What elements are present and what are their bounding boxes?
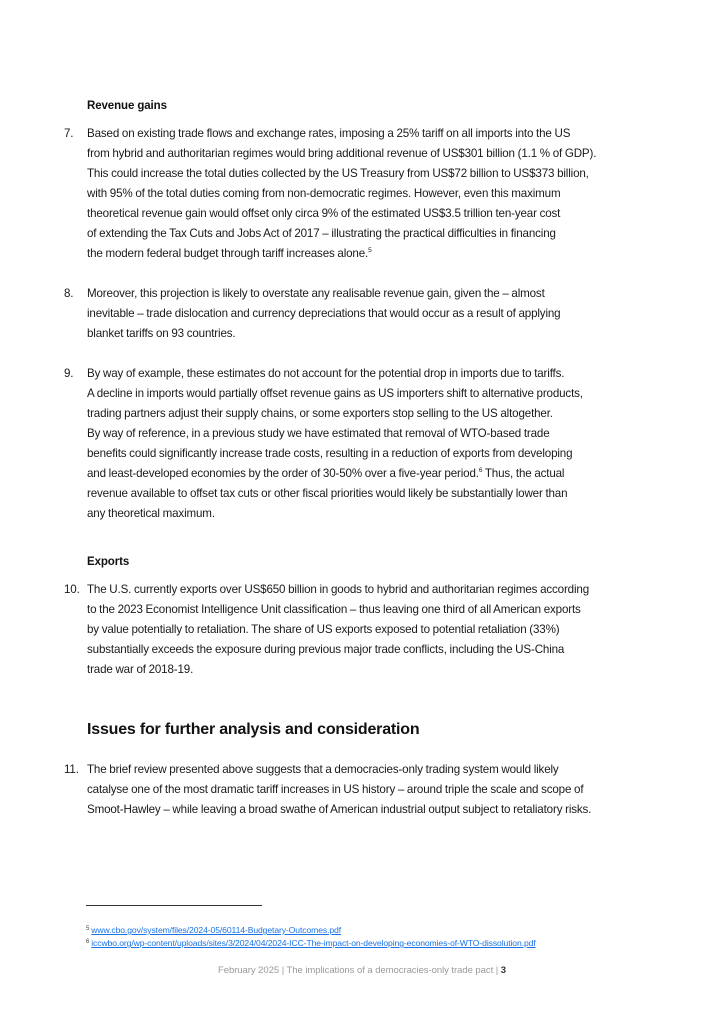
text-line-content: and least-developed economies by the order of 30-50% over a five-year period. <box>87 467 479 480</box>
text-line: by value potentially to retaliation. The share of US exports exposed to potential retaliation (33%) <box>87 623 560 636</box>
footnote-link-iccwbo[interactable]: iccwbo.org/wp-content/uploads/sites/3/2024/04/2024-ICC-The-impact-on-developing-economies-of-WTO-dissolution.pdf <box>91 938 536 948</box>
text-line: The brief review presented above suggests that a democracies-only trading system would likely <box>87 763 559 776</box>
text-line: benefits could significantly increase trade costs, resulting in a reduction of exports from developing <box>87 447 573 460</box>
text-line: trading partners adjust their supply chains, or some exporters stop selling to the US altogether. <box>87 407 553 420</box>
text-line: catalyse one of the most dramatic tariff increases in US history – around triple the scale and scope of <box>87 783 584 796</box>
footnote-link-cbo[interactable]: www.cbo.gov/system/files/2024-05/60114-Budgetary-Outcomes.pdf <box>91 925 342 935</box>
paragraph-number: 9. <box>64 367 74 380</box>
page-number: 3 <box>500 965 507 976</box>
text-line: Based on existing trade flows and exchange rates, imposing a 25% tariff on all imports into the US <box>87 127 571 140</box>
text-line: with 95% of the total duties coming from non-democratic regimes. However, even this maximum <box>87 187 561 200</box>
text-line: to the 2023 Economist Intelligence Unit classification – thus leaving one third of all American exports <box>87 603 581 616</box>
paragraph-body <box>87 580 644 680</box>
paragraph-body <box>87 760 644 820</box>
text-line: substantially exceeds the exposure during previous major trade conflicts, including the US-China <box>87 643 565 656</box>
paragraph-number: 10. <box>64 583 80 596</box>
text-line: Smoot-Hawley – while leaving a broad swathe of American industrial output subject to retaliatory risks. <box>87 803 592 816</box>
paragraph-11 <box>64 760 644 820</box>
text-line: of extending the Tax Cuts and Jobs Act of 2017 – illustrating the practical difficulties in financing <box>87 227 556 240</box>
footnote-ref-5[interactable]: 5 <box>368 247 372 254</box>
paragraph-body <box>87 124 644 264</box>
text-line: inevitable – trade dislocation and currency depreciations that would occur as a result of applying <box>87 307 561 320</box>
text-line: Moreover, this projection is likely to overstate any realisable revenue gain, given the – almost <box>87 287 545 300</box>
footer-text: February 2025 | The implications of a democracies-only trade pact | <box>217 965 501 976</box>
text-line: blanket tariffs on 93 countries. <box>87 327 236 340</box>
paragraph-9 <box>64 364 644 524</box>
paragraph-number: 11. <box>64 763 79 776</box>
paragraph-8 <box>64 284 644 344</box>
text-line: from hybrid and authoritarian regimes would bring additional revenue of US$301 billion (1.1 % of GDP). <box>87 147 597 160</box>
footnote-mark: 6 <box>86 939 90 945</box>
text-line <box>87 244 644 264</box>
subheading-revenue-gains: Revenue gains <box>87 100 167 112</box>
footnote-6 <box>86 937 536 949</box>
footnote-mark: 5 <box>86 926 90 932</box>
paragraph-number: 8. <box>64 287 74 300</box>
footnote-ref-6[interactable]: 6 <box>478 467 483 474</box>
text-line-content: the modern federal budget through tariff increases alone. <box>87 247 369 260</box>
text-line: The U.S. currently exports over US$650 billion in goods to hybrid and authoritarian regimes according <box>87 583 590 596</box>
footnote-separator <box>86 905 262 906</box>
text-line: This could increase the total duties collected by the US Treasury from US$72 billion to US$373 billion, <box>87 167 589 180</box>
footnote-5 <box>86 924 341 936</box>
text-line: revenue available to offset tax cuts or other fiscal priorities would likely be substantially lower than <box>87 487 568 500</box>
paragraph-number: 7. <box>64 127 74 140</box>
paragraph-body <box>87 364 644 524</box>
text-line: trade war of 2018-19. <box>87 663 194 676</box>
subheading-exports: Exports <box>87 556 130 568</box>
text-line <box>87 464 644 484</box>
paragraph-10 <box>64 580 644 680</box>
paragraph-body <box>87 284 644 344</box>
section-heading-issues: Issues for further analysis and consideration <box>87 721 420 738</box>
paragraph-7 <box>64 124 644 264</box>
text-line: A decline in imports would partially offset revenue gains as US importers shift to alternative products, <box>87 387 583 400</box>
page-footer <box>0 965 724 976</box>
text-line: By way of example, these estimates do not account for the potential drop in imports due to tariffs. <box>87 367 565 380</box>
text-line: theoretical revenue gain would offset only circa 9% of the estimated US$3.5 trillion ten-year cost <box>87 207 561 220</box>
text-line: By way of reference, in a previous study we have estimated that removal of WTO-based trade <box>87 427 550 440</box>
text-line: any theoretical maximum. <box>87 507 215 520</box>
text-line-continuation: Thus, the actual <box>482 467 565 480</box>
